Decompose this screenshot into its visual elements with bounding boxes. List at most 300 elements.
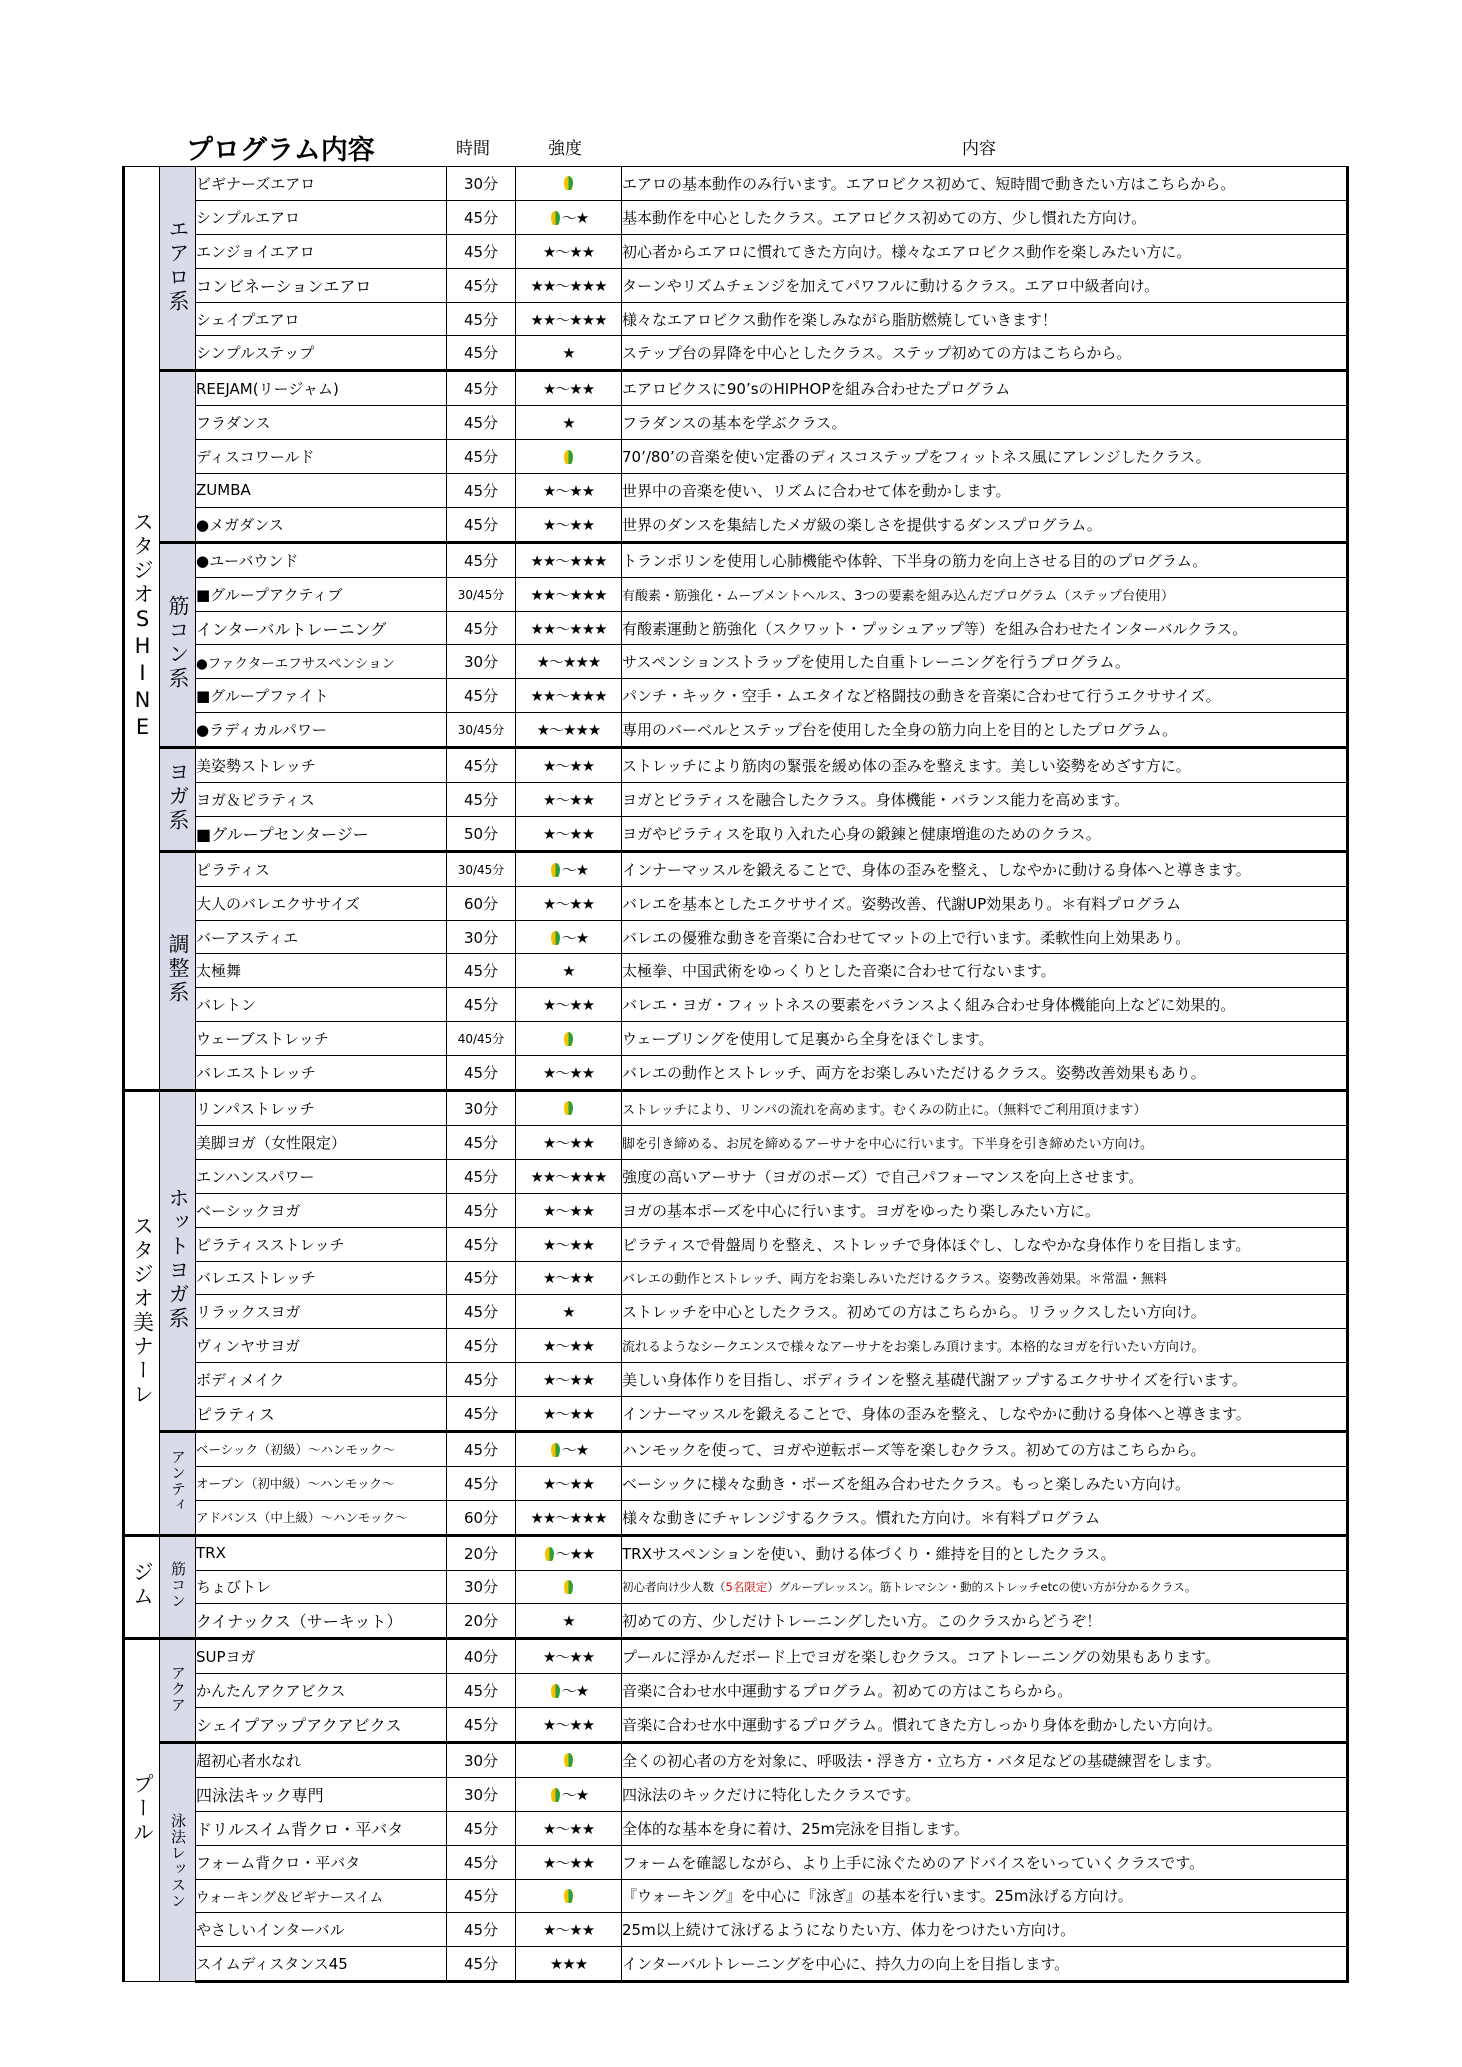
program-intensity [516,1708,622,1743]
program-intensity [516,1845,622,1879]
program-row [124,1742,1348,1777]
program-name: ●ラディカルパワー [196,713,447,748]
program-description: フォームを確認しながら、より上手に泳ぐためのアドバイスをいっていくクラスです。 [622,1845,1348,1879]
program-name: シンプルエアロ [196,200,447,234]
program-row [124,1947,1348,1982]
program-name: REEJAM(リージャム) [196,371,447,406]
program-time: 45分 [447,542,516,577]
area-label [124,167,160,1091]
area-label [124,1091,160,1536]
program-name: ヨガ＆ピラティス [196,783,447,817]
program-intensity [516,1227,622,1261]
program-name: ピラティス [196,851,447,886]
beginner-mark-icon [551,1684,560,1698]
intensity-stars: ★～★★ [542,380,595,399]
program-description: 脚を引き締める、お尻を締めるアーサナを中心に行います。下半身を引き締めたい方向け。 [622,1125,1348,1159]
intensity-stars: ★～★★ [542,757,595,776]
program-row [124,1879,1348,1913]
program-name: ヴィンヤサヨガ [196,1329,447,1363]
intensity-stars: ★～★★ [542,790,595,809]
category-label-text: ヨガ系 [166,761,190,834]
category-label [160,851,196,1090]
program-time: 45分 [447,1363,516,1397]
program-row [124,1227,1348,1261]
program-name: バーアスティエ [196,920,447,954]
program-intensity [516,1091,622,1126]
program-time: 60分 [447,1500,516,1535]
program-intensity [516,1363,622,1397]
program-description: 70’/80’の音楽を使い定番のディスコステップをフィットネス風にアレンジしたクラス。 [622,440,1348,474]
program-row [124,406,1348,440]
program-row [124,713,1348,748]
program-name: ウォーキング＆ビギナースイム [196,1879,447,1913]
program-time: 45分 [447,1913,516,1947]
program-time: 45分 [447,1056,516,1091]
beginner-mark-icon [564,1753,573,1767]
program-time: 50分 [447,816,516,851]
intensity-stars: ★～★★ [542,1064,595,1083]
program-row [124,440,1348,474]
program-time: 30分 [447,1091,516,1126]
program-intensity [516,1777,622,1811]
category-label [160,371,196,542]
program-description: バレエを基本としたエクササイズ。姿勢改善、代謝UP効果あり。＊有料プログラム [622,886,1348,920]
program-row [124,167,1348,201]
program-description: バレエ・ヨガ・フィットネスの要素をバランスよく組み合わせ身体機能向上などに効果的。 [622,988,1348,1022]
program-name: シェイプエアロ [196,302,447,336]
program-name: エンジョイエアロ [196,234,447,268]
program-time: 45分 [447,1159,516,1193]
program-intensity [516,234,622,268]
program-intensity [516,1879,622,1913]
category-label-text: ホットヨガ系 [166,1187,190,1331]
program-intensity [516,1947,622,1982]
program-name: ドリルスイム背クロ・平バタ [196,1811,447,1845]
intensity-stars: ★★～★★★ [530,1508,607,1527]
program-intensity [516,268,622,302]
intensity-stars: ★～★★ [542,242,595,261]
program-name: ■グループセンタージー [196,816,447,851]
program-description: 全くの初心者の方を対象に、呼吸法・浮き方・立ち方・バタ足などの基礎練習をします。 [622,1742,1348,1777]
program-row [124,1811,1348,1845]
program-intensity [516,611,622,645]
program-time: 45分 [447,1708,516,1743]
program-time: 30分 [447,1742,516,1777]
intensity-stars: ★～★★ [542,1337,595,1356]
program-name: シェイプアップアクアビクス [196,1708,447,1743]
program-row [124,816,1348,851]
program-intensity [516,371,622,406]
program-row [124,748,1348,783]
program-row [124,1329,1348,1363]
program-intensity [516,302,622,336]
program-intensity [516,1261,622,1295]
description-highlight: 5名限定 [725,1579,768,1594]
program-name: ■グループファイト [196,679,447,713]
program-description: ウェーブリングを使用して足裏から全身をほぐします。 [622,1022,1348,1056]
program-row [124,1674,1348,1708]
program-time: 45分 [447,336,516,371]
program-intensity [516,1125,622,1159]
program-description: 専用のバーベルとステップ台を使用した全身の筋力向上を目的としたプログラム。 [622,713,1348,748]
program-name: ちょびトレ [196,1570,447,1604]
intensity-stars: ★～★★ [542,1853,595,1872]
program-row [124,611,1348,645]
program-row [124,1431,1348,1466]
program-time: 45分 [447,268,516,302]
program-row [124,1570,1348,1604]
program-description: 音楽に合わせ水中運動するプログラム。慣れてきた方しっかり身体を動かしたい方向け。 [622,1708,1348,1743]
program-name: ピラティス [196,1397,447,1432]
area-label-text: スタジオSHINE [130,510,155,742]
program-row [124,783,1348,817]
area-label [124,1639,160,1982]
description-text: 初心者向け少人数（ [622,1579,726,1594]
program-intensity [516,1022,622,1056]
column-header-content: 内容 [962,139,996,159]
beginner-mark-icon [564,450,573,464]
program-description: 初心者からエアロに慣れてきた方向け。様々なエアロビクス動作を楽しみたい方に。 [622,234,1348,268]
program-description: バレエの動作とストレッチ、両方をお楽しみいただけるクラス。姿勢改善効果。＊常温・無料 [622,1261,1348,1295]
category-label [160,1431,196,1535]
program-row [124,1125,1348,1159]
program-row [124,1639,1348,1674]
program-row [124,1056,1348,1091]
intensity-stars: ★～★★ [542,515,595,534]
column-header-time: 時間 [456,139,490,159]
program-row [124,988,1348,1022]
program-name: ■グループアクティブ [196,577,447,611]
program-name: バレエストレッチ [196,1056,447,1091]
program-time: 20分 [447,1604,516,1639]
program-time: 45分 [447,1329,516,1363]
program-time: 45分 [447,988,516,1022]
area-label-text: ジム [130,1560,155,1609]
intensity-stars: ★～★★ [542,1648,595,1667]
program-name: オープン（初中級）～ハンモック～ [196,1466,447,1500]
program-description: バレエの動作とストレッチ、両方をお楽しみいただけるクラス。姿勢改善効果もあり。 [622,1056,1348,1091]
program-description: 太極拳、中国武術をゆっくりとした音楽に合わせて行ないます。 [622,954,1348,988]
intensity-stars: ★ [562,413,575,432]
category-label-text: 筋コン系 [166,594,190,691]
program-time: 45分 [447,234,516,268]
program-name: 超初心者水なれ [196,1742,447,1777]
program-row [124,645,1348,679]
program-row [124,1091,1348,1126]
program-description: TRXサスペンションを使い、動ける体づくり・維持を目的としたクラス。 [622,1535,1348,1570]
program-time: 45分 [447,1674,516,1708]
program-intensity [516,1742,622,1777]
program-description: フラダンスの基本を学ぶクラス。 [622,406,1348,440]
program-intensity [516,1811,622,1845]
intensity-stars: ★ [562,1611,575,1630]
program-time: 30分 [447,167,516,201]
program-description: ヨガの基本ポーズを中心に行います。ヨガをゆったり楽しみたい方に。 [622,1193,1348,1227]
program-intensity [516,1604,622,1639]
program-intensity [516,1397,622,1432]
program-intensity [516,1431,622,1466]
program-time: 40/45分 [447,1022,516,1056]
program-description: ストレッチにより筋肉の緊張を緩め体の歪みを整えます。美しい姿勢をめざす方に。 [622,748,1348,783]
program-name: ディスコワールド [196,440,447,474]
intensity-stars: ～★ [561,860,589,879]
intensity-stars: ★～★★ [542,894,595,913]
program-time: 45分 [447,1947,516,1982]
program-intensity [516,167,622,201]
program-description: 初めての方、少しだけトレーニングしたい方。このクラスからどうぞ！ [622,1604,1348,1639]
program-intensity [516,1466,622,1500]
intensity-stars: ★～★★ [542,481,595,500]
intensity-stars: ★★～★★★ [530,619,607,638]
intensity-stars: ★～★★ [542,1474,595,1493]
program-row [124,200,1348,234]
program-description: ストレッチを中心としたクラス。初めての方はこちらから。リラックスしたい方向け。 [622,1295,1348,1329]
program-row [124,1159,1348,1193]
category-label-text: エアロ系 [166,218,190,315]
program-row [124,920,1348,954]
page-title: プログラム内容 [186,135,375,166]
program-row [124,268,1348,302]
program-time: 30分 [447,645,516,679]
program-name: ウェーブストレッチ [196,1022,447,1056]
program-row [124,1535,1348,1570]
program-time: 45分 [447,1261,516,1295]
program-name: フラダンス [196,406,447,440]
program-intensity [516,507,622,542]
program-intensity [516,1535,622,1570]
program-row [124,679,1348,713]
category-label-text: アクア [169,1664,187,1713]
intensity-stars: ★～★★ [542,1133,595,1152]
program-description: 様々なエアロビクス動作を楽しみながら脂肪燃焼していきます！ [622,302,1348,336]
program-name: 美脚ヨガ（女性限定） [196,1125,447,1159]
intensity-stars: ★★～★★★ [530,310,607,329]
program-name: シンプルステップ [196,336,447,371]
program-intensity [516,920,622,954]
program-description: ヨガやピラティスを取り入れた心身の鍛錬と健康増進のためのクラス。 [622,816,1348,851]
program-row [124,1845,1348,1879]
program-row [124,507,1348,542]
intensity-stars: ★～★★ [542,1235,595,1254]
program-time: 45分 [447,748,516,783]
beginner-mark-icon [551,1788,560,1802]
program-name: ●ユーバウンド [196,542,447,577]
program-description: ターンやリズムチェンジを加えてパワフルに動けるクラス。エアロ中級者向け。 [622,268,1348,302]
intensity-stars: ★～★★★ [536,721,601,740]
program-time: 40分 [447,1639,516,1674]
beginner-mark-icon [551,1443,560,1457]
program-name: ボディメイク [196,1363,447,1397]
program-intensity [516,1193,622,1227]
program-intensity [516,1159,622,1193]
program-intensity [516,1913,622,1947]
intensity-stars: ★～★★ [542,1201,595,1220]
program-name: ビギナーズエアロ [196,167,447,201]
program-description: 美しい身体作りを目指し、ボディラインを整え基礎代謝アップするエクササイズを行います。 [622,1363,1348,1397]
program-description: パンチ・キック・空手・ムエタイなど格闘技の動きを音楽に合わせて行うエクササイズ。 [622,679,1348,713]
program-name: ベーシックヨガ [196,1193,447,1227]
program-time: 45分 [447,1879,516,1913]
program-intensity [516,200,622,234]
program-table [122,166,1349,1983]
program-description: 基本動作を中心としたクラス。エアロビクス初めての方、少し慣れた方向け。 [622,200,1348,234]
program-description: 世界中の音楽を使い、リズムに合わせて体を動かします。 [622,474,1348,508]
program-time: 20分 [447,1535,516,1570]
program-description: 25m以上続けて泳げるようになりたい方、体力をつけたい方向け。 [622,1913,1348,1947]
program-intensity [516,783,622,817]
intensity-stars: ★★～★★★ [530,585,607,604]
program-intensity [516,886,622,920]
program-description: 音楽に合わせ水中運動するプログラム。初めての方はこちらから。 [622,1674,1348,1708]
beginner-mark-icon [564,176,573,190]
intensity-stars: ★ [562,343,575,362]
program-intensity [516,1570,622,1604]
program-row [124,1604,1348,1639]
intensity-stars: ～★★ [555,1544,595,1563]
intensity-stars: ★～★★★ [536,653,601,672]
intensity-stars: ★★～★★★ [530,1167,607,1186]
program-description: 流れるようなシークエンスで様々なアーサナをお楽しみ頂けます。本格的なヨガを行いたい方向け。 [622,1329,1348,1363]
program-description: ピラティスで骨盤周りを整え、ストレッチで身体ほぐし、しなやかな身体作りを目指します。 [622,1227,1348,1261]
program-description: インターバルトレーニングを中心に、持久力の向上を目指します。 [622,1947,1348,1982]
program-description: エアロビクスに90’sのHIPHOPを組み合わせたプログラム [622,371,1348,406]
beginner-mark-icon [551,863,560,877]
intensity-stars: ★～★★ [542,824,595,843]
program-intensity [516,1295,622,1329]
program-name: ZUMBA [196,474,447,508]
program-description: ハンモックを使って、ヨガや逆転ポーズ等を楽しむクラス。初めての方はこちらから。 [622,1431,1348,1466]
program-name: ベーシック（初級）～ハンモック～ [196,1431,447,1466]
intensity-stars: ★★～★★★ [530,276,607,295]
beginner-mark-icon [564,1101,573,1115]
program-row [124,474,1348,508]
program-name: TRX [196,1535,447,1570]
program-row [124,886,1348,920]
program-row [124,1397,1348,1432]
program-row [124,542,1348,577]
program-name: インターバルトレーニング [196,611,447,645]
program-time: 45分 [447,507,516,542]
program-time: 45分 [447,1295,516,1329]
program-description: プールに浮かんだボード上でヨガを楽しむクラス。コアトレーニングの効果もあります。 [622,1639,1348,1674]
intensity-stars: ★★★ [549,1954,588,1973]
program-description: 有酸素・筋強化・ムーブメントヘルス、3つの要素を組み込んだプログラム（ステップ台使用） [622,577,1348,611]
program-intensity [516,851,622,886]
program-row [124,1913,1348,1947]
program-description: 世界のダンスを集結したメガ級の楽しさを提供するダンスプログラム。 [622,507,1348,542]
program-name: リラックスヨガ [196,1295,447,1329]
program-description: 様々な動きにチャレンジするクラス。慣れた方向け。＊有料プログラム [622,1500,1348,1535]
program-description: エアロの基本動作のみ行います。エアロビクス初めて、短時間で動きたい方はこちらから。 [622,167,1348,201]
program-intensity [516,748,622,783]
intensity-stars: ～★ [561,928,589,947]
program-name: エンハンスパワー [196,1159,447,1193]
program-row [124,1022,1348,1056]
program-name: リンパストレッチ [196,1091,447,1126]
program-name: バレエストレッチ [196,1261,447,1295]
area-label-text: プール [130,1772,155,1845]
program-time: 45分 [447,200,516,234]
program-name: 大人のバレエクササイズ [196,886,447,920]
program-name: ●ファクターエフサスペンション [196,645,447,679]
intensity-stars: ★★～★★★ [530,551,607,570]
program-description: ベーシックに様々な動き・ポーズを組み合わせたクラス。もっと楽しみたい方向け。 [622,1466,1348,1500]
program-time: 30分 [447,1570,516,1604]
program-time: 30/45分 [447,713,516,748]
intensity-stars: ★ [562,1302,575,1321]
program-name: やさしいインターバル [196,1913,447,1947]
program-time: 45分 [447,474,516,508]
program-description: バレエの優雅な動きを音楽に合わせてマットの上で行います。柔軟性向上効果あり。 [622,920,1348,954]
category-label-text: アンティ [169,1449,187,1514]
program-time: 30/45分 [447,851,516,886]
program-intensity [516,474,622,508]
category-label [160,1742,196,1981]
intensity-stars: ～★ [561,1785,589,1804]
program-time: 45分 [447,1466,516,1500]
program-time: 45分 [447,1431,516,1466]
program-time: 45分 [447,1811,516,1845]
program-name: SUPヨガ [196,1639,447,1674]
program-row [124,851,1348,886]
program-row [124,1708,1348,1743]
beginner-mark-icon [551,211,560,225]
program-time: 45分 [447,611,516,645]
program-row [124,302,1348,336]
program-description: 『ウォーキング』を中心に『泳ぎ』の基本を行います。25m泳げる方向け。 [622,1879,1348,1913]
program-description: インナーマッスルを鍛えることで、身体の歪みを整え、しなやかに動ける身体へと導きます。 [622,851,1348,886]
program-time: 45分 [447,406,516,440]
intensity-stars: ～★ [561,1440,589,1459]
program-name: ●メガダンス [196,507,447,542]
intensity-stars: ★～★★ [542,1405,595,1423]
program-intensity [516,577,622,611]
program-description: インナーマッスルを鍛えることで、身体の歪みを整え、しなやかに動ける身体へと導きます。 [622,1397,1348,1432]
program-intensity [516,440,622,474]
program-time: 45分 [447,1125,516,1159]
area-label [124,1535,160,1639]
program-intensity [516,954,622,988]
program-time: 45分 [447,679,516,713]
program-row [124,577,1348,611]
program-time: 45分 [447,440,516,474]
program-time: 45分 [447,302,516,336]
program-time: 45分 [447,1193,516,1227]
program-row [124,1466,1348,1500]
intensity-stars: ★～★★ [542,996,595,1015]
program-time: 45分 [447,954,516,988]
program-row [124,1777,1348,1811]
program-time: 60分 [447,886,516,920]
program-description [622,1570,1348,1604]
beginner-mark-icon [564,1889,573,1903]
intensity-stars: ★～★★ [542,1716,595,1735]
category-label-text: 泳法レッスン [169,1812,187,1909]
program-name: クイナックス（サーキット） [196,1604,447,1639]
program-row [124,234,1348,268]
intensity-stars: ～★ [561,208,589,227]
program-time: 45分 [447,1227,516,1261]
program-name: バレトン [196,988,447,1022]
program-intensity [516,406,622,440]
beginner-mark-icon [551,931,560,945]
intensity-stars: ★～★★ [542,1921,595,1940]
program-intensity [516,1329,622,1363]
program-description: サスペンションストラップを使用した自重トレーニングを行うプログラム。 [622,645,1348,679]
program-description: ステップ台の昇降を中心としたクラス。ステップ初めての方はこちらから。 [622,336,1348,371]
category-label [160,167,196,371]
program-intensity [516,1056,622,1091]
